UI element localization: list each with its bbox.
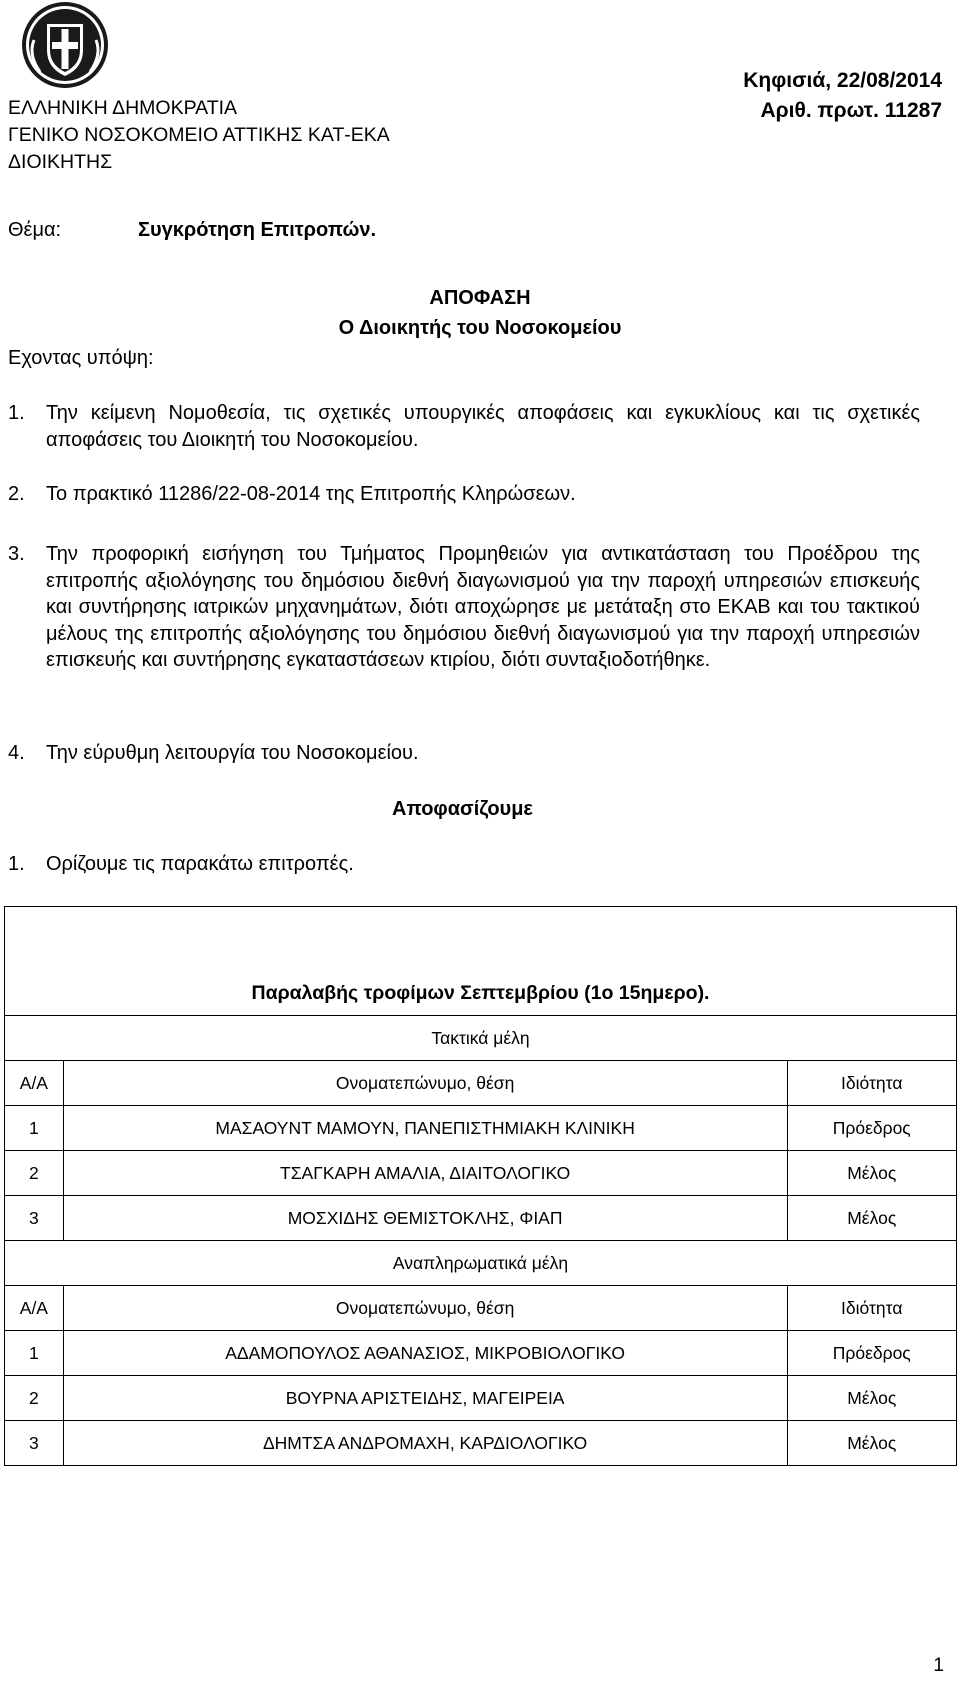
considering-label: Εχοντας υπόψη: bbox=[8, 347, 154, 369]
greek-coat-of-arms-logo bbox=[20, 0, 110, 90]
member-number: 2 bbox=[5, 1151, 64, 1196]
protocol-number: Αριθ. πρωτ. 11287 bbox=[760, 99, 942, 122]
member-name: ΜΑΣΑΟΥΝΤ ΜΑΜΟΥΝ, ΠΑΝΕΠΙΣΤΗΜΙΑΚΗ ΚΛΙΝΙΚΗ bbox=[63, 1106, 787, 1151]
issuer-line-1: ΕΛΛΗΝΙΚΗ ΔΗΜΟΚΡΑΤΙΑ bbox=[8, 97, 238, 119]
column-header-number: Α/Α bbox=[5, 1286, 64, 1331]
member-name: ΤΣΑΓΚΑΡΗ ΑΜΑΛΙΑ, ΔΙΑΙΤΟΛΟΓΙΚΟ bbox=[63, 1151, 787, 1196]
consideration-4 bbox=[8, 740, 920, 767]
consideration-number: 2. bbox=[8, 483, 25, 505]
table-header-row bbox=[5, 1061, 957, 1106]
committee-title-row bbox=[5, 907, 957, 1016]
column-header-number: Α/Α bbox=[5, 1061, 64, 1106]
consideration-number: 3. bbox=[8, 543, 25, 565]
consideration-number: 1. bbox=[8, 402, 25, 424]
we-decide-heading: Αποφασίζουμε bbox=[392, 798, 533, 820]
place-date: Κηφισιά, 22/08/2014 bbox=[743, 69, 942, 92]
decision-item-text: Ορίζουμε τις παρακάτω επιτροπές. bbox=[46, 853, 354, 875]
table-row bbox=[5, 1376, 957, 1421]
member-role: Μέλος bbox=[787, 1376, 957, 1421]
member-number: 1 bbox=[5, 1106, 64, 1151]
date-protocol-block bbox=[743, 66, 942, 126]
issuer-line-2: ΓΕΝΙΚΟ ΝΟΣΟΚΟΜΕΙΟ ΑΤΤΙΚΗΣ ΚΑΤ-ΕΚΑ bbox=[8, 124, 390, 146]
table-row bbox=[5, 1151, 957, 1196]
decision-title: ΑΠΟΦΑΣΗ bbox=[429, 287, 531, 309]
member-number: 1 bbox=[5, 1331, 64, 1376]
member-name: ΜΟΣΧΙΔΗΣ ΘΕΜΙΣΤΟΚΛΗΣ, ΦΙΑΠ bbox=[63, 1196, 787, 1241]
subject-label: Θέμα: bbox=[8, 219, 62, 241]
member-name: ΑΔΑΜΟΠΟΥΛΟΣ ΑΘΑΝΑΣΙΟΣ, ΜΙΚΡΟΒΙΟΛΟΓΙΚΟ bbox=[63, 1331, 787, 1376]
issuer-block bbox=[8, 95, 528, 176]
table-row bbox=[5, 1421, 957, 1466]
member-role: Μέλος bbox=[787, 1421, 957, 1466]
committee-title: Παραλαβής τροφίμων Σεπτεμβρίου (1ο 15ημερο). bbox=[5, 907, 957, 1016]
decision-item-number: 1. bbox=[8, 853, 25, 875]
consideration-text: Την κείμενη Νομοθεσία, τις σχετικές υπουργικές αποφάσεις και εγκυκλίους και τις σχετικές αποφάσεις του Διοικητή του Νοσοκομείου. bbox=[46, 402, 920, 451]
table-row bbox=[5, 1196, 957, 1241]
consideration-number: 4. bbox=[8, 742, 25, 764]
member-role: Πρόεδρος bbox=[787, 1106, 957, 1151]
table-row bbox=[5, 1331, 957, 1376]
table-header-row bbox=[5, 1286, 957, 1331]
consideration-3 bbox=[8, 541, 920, 674]
alternate-members-heading: Αναπληρωματικά μέλη bbox=[5, 1241, 957, 1286]
consideration-text: Την προφορική εισήγηση του Τμήματος Προμηθειών για αντικατάσταση του Προέδρου της επιτροπής αξιολόγησης του δημόσιου διεθνή διαγωνισμού για την παροχή υπηρεσιών επισκευής και συντήρησης ιατρικών μηχανημάτων, διότι αποχώρησε με μετάταξη στο ΕΚΑΒ και του τακτικού μέλους της επιτροπής αξιολόγησης του δημόσιου διεθνή διαγωνισμού για την παροχή υπηρεσιών επισκευής και συντήρησης εγκαταστάσεων κτιρίου, διότι συνταξιοδοτήθηκε. bbox=[46, 543, 920, 671]
member-name: ΔΗΜΤΣΑ ΑΝΔΡΟΜΑΧΗ, ΚΑΡΔΙΟΛΟΓΙΚΟ bbox=[63, 1421, 787, 1466]
decision-subtitle: Ο Διοικητής του Νοσοκομείου bbox=[338, 317, 622, 339]
member-role: Πρόεδρος bbox=[787, 1331, 957, 1376]
table-row bbox=[5, 1106, 957, 1151]
column-header-role: Ιδιότητα bbox=[787, 1286, 957, 1331]
column-header-role: Ιδιότητα bbox=[787, 1061, 957, 1106]
consideration-text: Το πρακτικό 11286/22-08-2014 της Επιτροπής Κληρώσεων. bbox=[46, 483, 576, 505]
member-role: Μέλος bbox=[787, 1151, 957, 1196]
decision-item-1 bbox=[8, 851, 920, 878]
member-role: Μέλος bbox=[787, 1196, 957, 1241]
member-number: 2 bbox=[5, 1376, 64, 1421]
column-header-name: Ονοματεπώνυμο, θέση bbox=[63, 1061, 787, 1106]
regular-members-heading-row bbox=[5, 1016, 957, 1061]
member-number: 3 bbox=[5, 1421, 64, 1466]
consideration-1 bbox=[8, 400, 920, 453]
regular-members-heading: Τακτικά μέλη bbox=[5, 1016, 957, 1061]
issuer-line-3: ΔΙΟΙΚΗΤΗΣ bbox=[8, 151, 113, 173]
alternate-members-heading-row bbox=[5, 1241, 957, 1286]
subject-text: Συγκρότηση Επιτροπών. bbox=[138, 219, 377, 241]
consideration-2 bbox=[8, 481, 920, 508]
member-name: ΒΟΥΡΝΑ ΑΡΙΣΤΕΙΔΗΣ, ΜΑΓΕΙΡΕΙΑ bbox=[63, 1376, 787, 1421]
committee-table bbox=[4, 906, 957, 1466]
consideration-text: Την εύρυθμη λειτουργία του Νοσοκομείου. bbox=[46, 742, 419, 764]
page-number: 1 bbox=[933, 1655, 944, 1676]
member-number: 3 bbox=[5, 1196, 64, 1241]
column-header-name: Ονοματεπώνυμο, θέση bbox=[63, 1286, 787, 1331]
